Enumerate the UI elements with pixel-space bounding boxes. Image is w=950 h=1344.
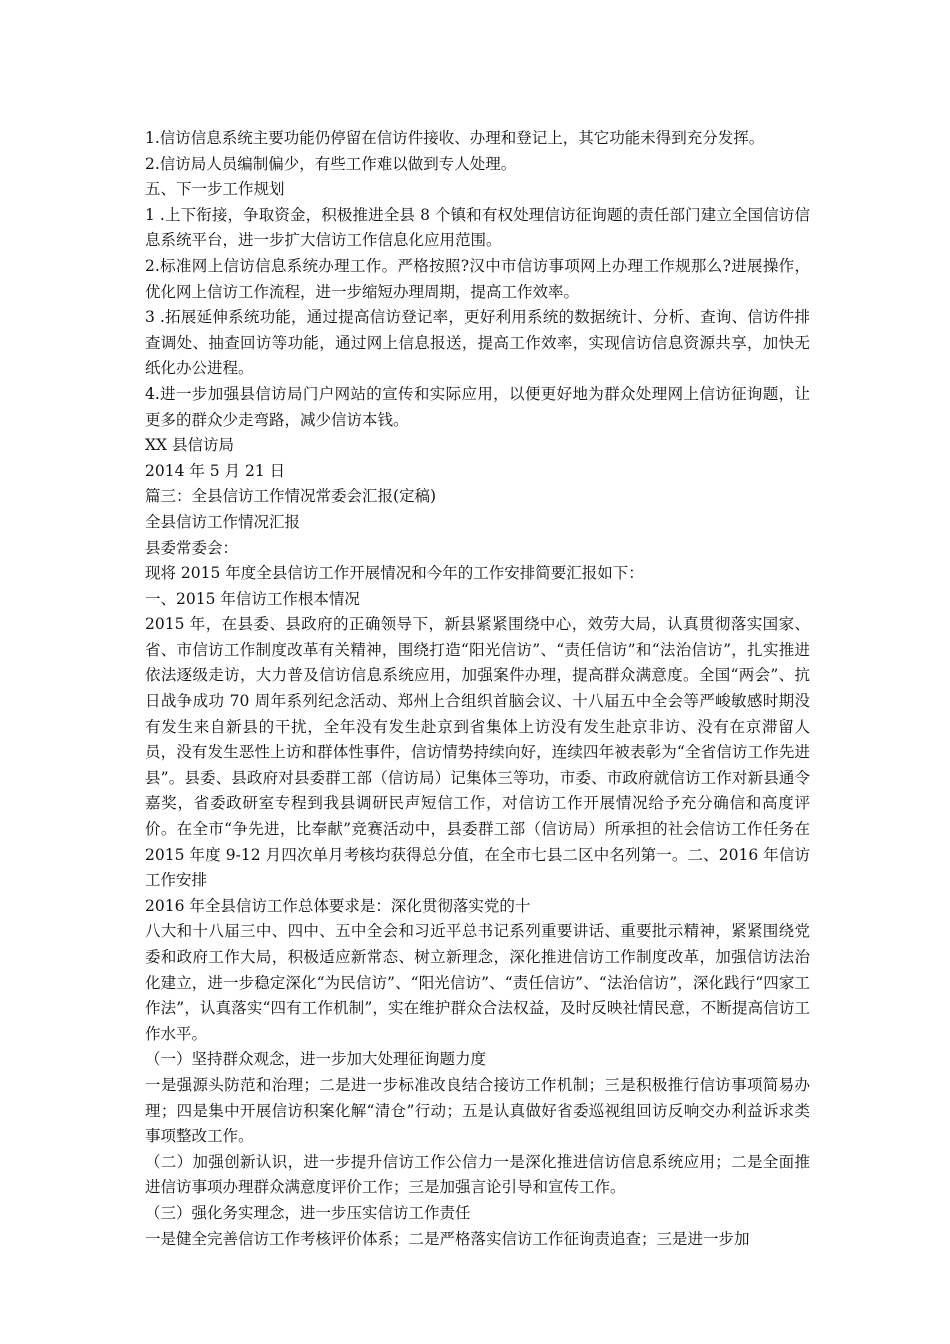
section-heading: 五、下一步工作规划 xyxy=(145,180,285,199)
paragraph: 2015 年，在县委、县政府的正确领导下，新县紧紧围绕中心，效劳大局，认真贯彻落实国家、省、市信访工作制度改革有关精神，围绕打造“阳光信访”、“责任信访”和“法治信访”，扎实推进依法逐级走访，大力普及信访信息系统应用，加强案件办理，提高群众满意度。全国“两会”、抗日战争成功 70 周年系列纪念活动、郑州上合组织首脑会议、十八届五中全会等严峻敏感时期没有发生来自新县的干扰，全年没有发生赴京到省集体上访没有发生赴京非访、没有在京滞留人员，没有发生恶性上访和群体性事件，信访情势持续向好，连续四年被表彰为“全省信访工作先进县”。县委、县政府对县委群工部（信访局）记集体三等功，市委、市政府就信访工作对新县通令嘉奖，省委政研室专程到我县调研民声短信工作，对信访工作开展情况给予充分确信和高度评价。在全市“争先进，比奉献”竞赛活动中，县委群工部（信访局）所承担的社会信访工作任务在 2015 年度 9-12 月四次单月考核均获得总分值，在全市七县二区中名列第一。二、2016 年信访工作安排 xyxy=(145,615,810,890)
subsection-heading: （三）强化务实理念，进一步压实信访工作责任 xyxy=(145,1203,471,1222)
paragraph: 一是强源头防范和治理；二是进一步标准改良结合接访工作机制；三是积极推行信访事项简易办理；四是集中开展信访积案化解“清仓”行动；五是认真做好省委巡视组回访反响交办利益诉求类事项整改工作。 xyxy=(145,1075,810,1146)
paragraph: 2.信访局人员编制偏少，有些工作难以做到专人处理。 xyxy=(145,154,517,173)
section-heading: 一、2015 年信访工作根本情况 xyxy=(145,589,360,608)
salutation: 县委常委会： xyxy=(145,538,239,557)
paragraph: 1.信访信息系统主要功能仍停留在信访件接收、办理和登记上，其它功能未得到充分发挥。 xyxy=(145,129,765,147)
subsection-heading: （一）坚持群众观念，进一步加大处理征询题力度 xyxy=(145,1050,487,1069)
report-title: 全县信访工作情况汇报 xyxy=(145,512,301,531)
paragraph: 1 .上下衔接，争取资金，积极推进全县 8 个镇和有权处理信访征询题的责任部门建立全国信访信息系统平台，进一步扩大信访工作信息化应用范围。 xyxy=(145,205,810,250)
paragraph: 2016 年全县信访工作总体要求是：深化贯彻落实党的十 xyxy=(145,896,531,915)
signature-date: 2014 年 5 月 21 日 xyxy=(145,461,286,480)
paragraph: 现将 2015 年度全县信访工作开展情况和今年的工作安排简要汇报如下： xyxy=(145,564,644,583)
paragraph: 一是健全完善信访工作考核评价体系；二是严格落实信访工作征询责追查；三是进一步加 xyxy=(145,1229,750,1248)
chapter-title: 篇三：全县信访工作情况常委会汇报(定稿) xyxy=(145,487,437,506)
paragraph: 3 .拓展延伸系统功能，通过提高信访登记率，更好利用系统的数据统计、分析、查询、信访件排查调处、抽查回访等功能，通过网上信息报送，提高工作效率，实现信访信息资源共享，加快无纸化办公进程。 xyxy=(145,308,810,378)
document-body xyxy=(145,126,810,1252)
signature-org: XX 县信访局 xyxy=(145,436,234,455)
paragraph: 2.标准网上信访信息系统办理工作。严格按照?汉中市信访事项网上办理工作规那么?进展操作，优化网上信访工作流程，进一步缩短办理周期，提高工作效率。 xyxy=(145,256,810,301)
paragraph: （二）加强创新认识，进一步提升信访工作公信力一是深化推进信访信息系统应用；二是全面推进信访事项办理群众满意度评价工作；三是加强言论引导和宣传工作。 xyxy=(145,1152,810,1197)
paragraph: 4.进一步加强县信访局门户网站的宣传和实际应用，以便更好地为群众处理网上信访征询题，让更多的群众少走弯路，减少信访本钱。 xyxy=(145,384,810,429)
paragraph: 八大和十八届三中、四中、五中全会和习近平总书记系列重要讲话、重要批示精神，紧紧围绕党委和政府工作大局，积极适应新常态、树立新理念，深化推进信访工作制度改革，加强信访法治化建立，进一步稳定深化“为民信访”、“阳光信访”、“责任信访”、“法治信访”，深化践行“四家工作法”，认真落实“四有工作机制”，实在维护群众合法权益，及时反映社情民意，不断提高信访工作水平。 xyxy=(145,922,810,1043)
